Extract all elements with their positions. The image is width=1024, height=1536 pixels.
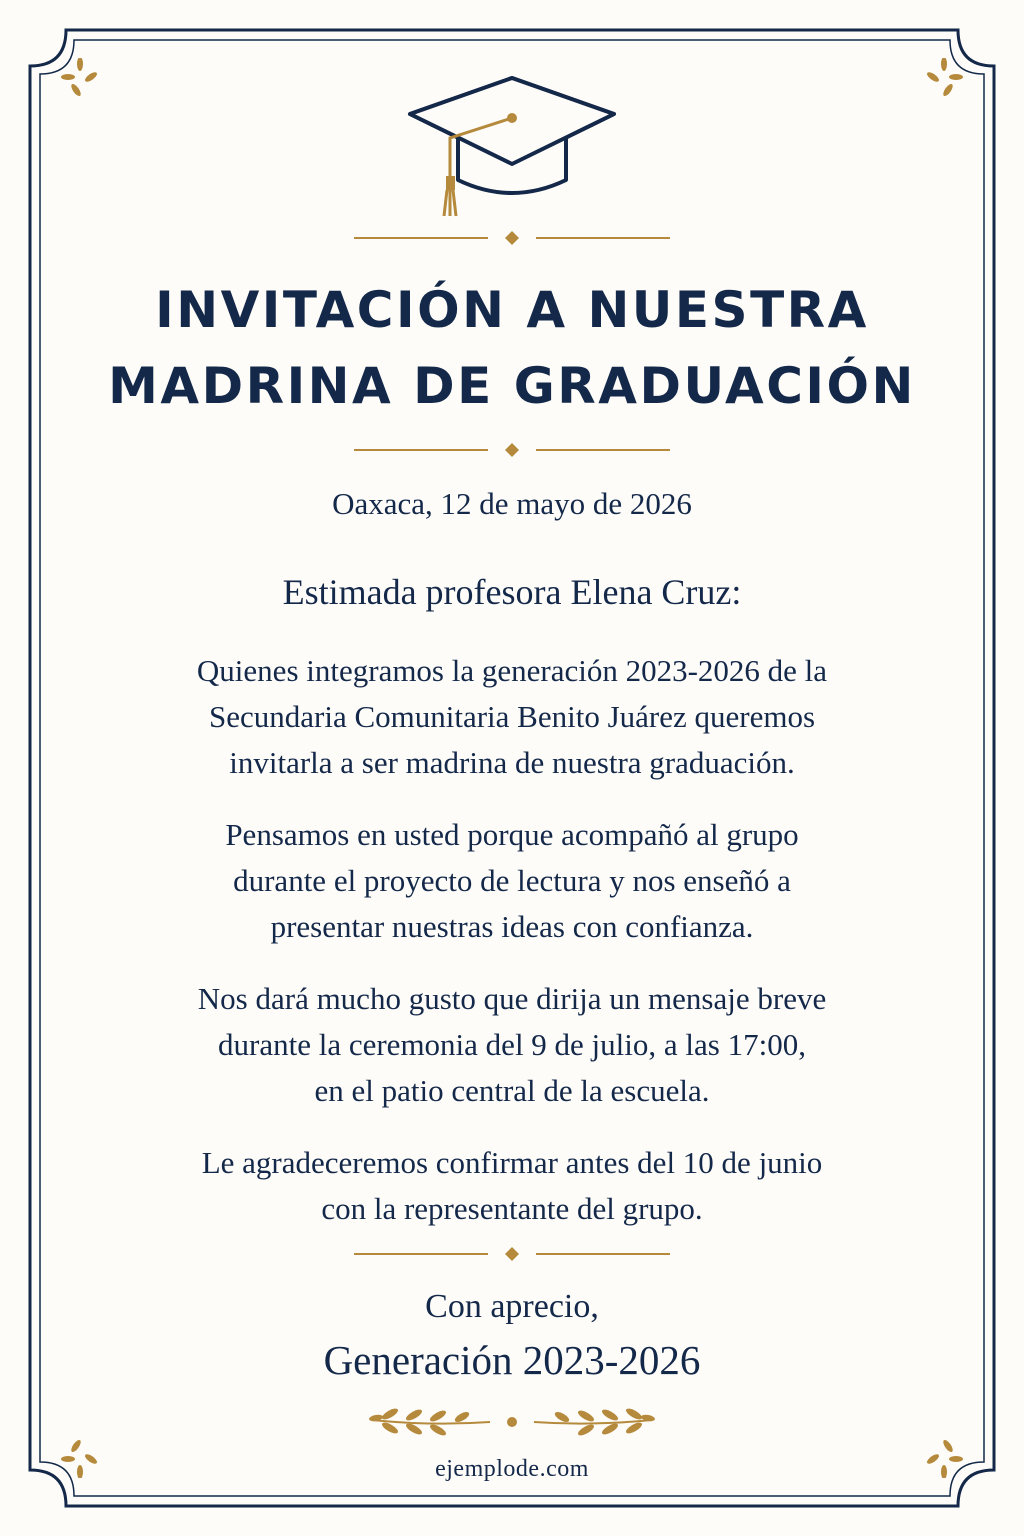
title-line-2: MADRINA DE GRADUACIÓN [108, 357, 916, 415]
paragraph-line: durante el proyecto de lectura y nos enseñó a [233, 863, 791, 898]
paragraph-ceremony-details [100, 976, 924, 1114]
laurel-branches-icon [362, 1396, 662, 1446]
paragraph-invitation [100, 648, 924, 786]
graduation-cap-icon [402, 68, 622, 228]
diamond-divider-middle [350, 440, 674, 460]
letter-date: Oaxaca, 12 de mayo de 2026 [332, 486, 692, 521]
paragraph-line: en el patio central de la escuela. [314, 1073, 710, 1108]
paragraph-line: con la representante del grupo. [321, 1191, 703, 1226]
paragraph-line: presentar nuestras ideas con confianza. [270, 909, 754, 944]
signature: Generación 2023-2026 [323, 1337, 701, 1383]
paragraph-line: durante la ceremonia del 9 de julio, a las 17:00, [218, 1027, 806, 1062]
page-title [60, 272, 964, 424]
paragraph-line: Le agradeceremos confirmar antes del 10 de junio [201, 1145, 823, 1180]
paragraph-confirmation [100, 1140, 924, 1232]
corner-sprig-top-left-icon [58, 58, 104, 104]
paragraph-reason [100, 812, 924, 950]
salutation: Estimada profesora Elena Cruz: [282, 572, 742, 612]
footer-website: ejemplode.com [435, 1456, 589, 1482]
paragraph-line: Pensamos en usted porque acompañó al grupo [225, 817, 799, 852]
paragraph-line: invitarla a ser madrina de nuestra graduación. [229, 745, 795, 780]
diamond-divider-bottom [350, 1244, 674, 1264]
paragraph-line: Secundaria Comunitaria Benito Juárez queremos [208, 699, 816, 734]
diamond-divider-top [350, 228, 674, 248]
paragraph-line: Nos dará mucho gusto que dirija un mensaje breve [197, 981, 827, 1016]
paragraph-line: Quienes integramos la generación 2023-2026 de la [196, 653, 828, 688]
corner-sprig-bottom-right-icon [920, 1432, 966, 1478]
closing: Con aprecio, [425, 1288, 599, 1325]
title-line-1: INVITACIÓN A NUESTRA [155, 281, 869, 339]
corner-sprig-bottom-left-icon [58, 1432, 104, 1478]
corner-sprig-top-right-icon [920, 58, 966, 104]
